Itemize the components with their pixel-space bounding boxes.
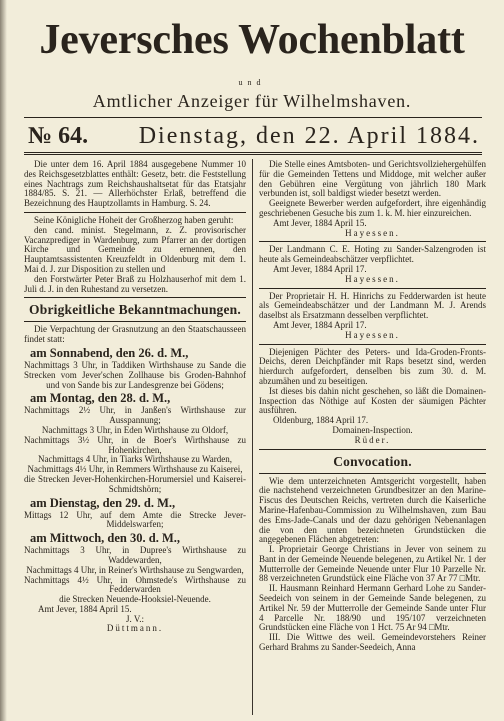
separator-rule — [24, 297, 246, 298]
column-divider — [252, 159, 253, 715]
separator-rule — [24, 321, 246, 322]
notice-paragraph: Diejenigen Pächter des Peters- und Ida-Groden-Fronts-Deichs, deren Deichpfänder mit Raps besetzt sind, werden hierdurch aufgefordert, denselben bis zum 30. d. M. abzumähen und zu beseitigen. — [259, 346, 486, 386]
grand-duke-intro: Seine Königliche Hoheit der Großherzog haben geruht: — [34, 214, 234, 225]
notice — [259, 292, 486, 341]
right-column — [259, 160, 486, 715]
left-column — [24, 160, 246, 715]
notice-paragraph: Die Stelle eines Amtsboten- und Gerichtsvollziehergehülfen für die Gemeinden Tettens und Middoge, mit welcher außer den Gebühren eine Vergütung von jährlich 180 Mark verbunden ist, soll baldigst wieder besetzt werden. — [259, 160, 486, 199]
separator-rule — [24, 212, 246, 213]
notice-paragraph: Ist dieses bis dahin nicht geschehen, so läßt die Domainen-Inspection das Nöthige auf Kosten der säumigen Pächter ausführen. — [259, 385, 486, 416]
notice — [259, 348, 486, 446]
notice-signer: Hayessen. — [345, 329, 400, 340]
schedule-date: am Montag, den 28. d. M., — [30, 391, 171, 406]
closing-place-date: Amt Jever, 1884 April 15. — [38, 603, 132, 614]
issue-line — [28, 121, 480, 151]
grand-duke-paragraph: den cand. minist. Stegelmann, z. Z. provisorischer Vacanzprediger in Wardenburg, zum Pfarrer an der dortigen Kirche und Gemeinde zu ernennen, den Hauptamtsassistenten Kreuzfeldt in Oldenburg mit dem 1. Mai d. J. zur Disposition zu stellen und — [24, 224, 246, 274]
schedule-entry: die Strecken Neuende-Hooksiel-Neuende. — [59, 594, 211, 605]
masthead-title: Jeversches Wochenblatt — [39, 17, 465, 63]
issue-date: Dienstag, den 22. April 1884. — [138, 123, 480, 149]
notice-place-date: Amt Jever, 1884 April 17. — [273, 319, 367, 330]
separator-rule — [259, 344, 486, 345]
convocation-heading: Convocation. — [333, 453, 412, 469]
closing-signer: Düttmann. — [106, 623, 164, 634]
schedule-date: am Sonnabend, den 26. d. M., — [30, 345, 189, 360]
masthead-rule — [24, 117, 482, 118]
notice — [259, 245, 486, 284]
schedule-entry: Nachmittags 4 Uhr, in Reiner's Wirthshause zu Sengwarden, — [26, 564, 244, 575]
schedule-entry: Nachmittags 4 Uhr, in Tiarks Wirthshause zu Warden, — [38, 454, 232, 465]
schedule-date: am Dienstag, den 29. d. M., — [30, 495, 176, 510]
separator-rule — [259, 449, 486, 450]
convocation-item: I. Proprietair George Christians in Jever von seinem zu Bant in der Gemeinde Neuende belegenen, zu Artikel Nr. 1 der Mutterrolle der Gemeinde Neuende unter Flur 10 Parzelle Nr. 88 verzeichneten Grundstück eine Fläche von 37 Ar 77 □Mtr. — [259, 544, 486, 584]
schedule-entry: Nachmittags 3 Uhr, in Taddiken Wirthshause zu Sande die Strecken vom Jever'schen Zollhause bis Groden-Bahnhof und von Sande bis zur Landesgrenze bei Gödens; — [24, 359, 246, 390]
convocation-item: II. Hausmann Reinhard Hermann Gerhard Lohe zu Sander-Seedeich von seinem in der Gemeinde Sande belegenen, zu Artikel Nr. 59 der Mutterrolle der Gemeinde Sande unter Flur 4 Parcelle Nr. 188/90 und 195/107 verzeichneten Grundstücken eine Fläche von 1 Hct. 75 Ar 94 □Mtr. — [259, 583, 486, 633]
masthead-und: und — [238, 78, 266, 87]
convocation-intro: Wie dem unterzeichneten Amtsgericht vorgestellt, haben die nachstehend verzeichneten Grundbesitzer an den Marine-Fiscus des Deutschen Reichs, vertreten durch die Kaiserliche Marine-Hafenbau-Commission zu Wilhelmshaven, zum Bau des Ems-Jade-Canals und der dazu gehörigen Nebenanlagen die von den unten bezeichneten Grundstücken die angegebenen Flächen abgetreten: — [259, 475, 486, 545]
schedule-day — [24, 530, 246, 605]
notice-signer: Hayessen. — [345, 227, 400, 238]
notice-place-date: Amt Jever, 1884 April 15. — [273, 217, 367, 228]
notice-authority: Domainen-Inspection. — [332, 424, 413, 435]
schedule-entry: Nachmittags 2½ Uhr, in Janßen's Wirthshause zur Ausspannung; — [24, 405, 246, 426]
notice-signer: Hayessen. — [345, 273, 400, 284]
schedule-day — [24, 495, 246, 531]
schedule-entry: Nachmittags 3 Uhr, in Dupree's Wirthshause zu Waddewarden, — [24, 545, 246, 565]
schedule-day — [24, 390, 246, 494]
schedule-entry: Nachmittags 3½ Uhr, in de Boer's Wirthshause zu Hohenkirchen, — [24, 434, 246, 455]
notice-paragraph: Geeignete Bewerber werden aufgefordert, ihre eigenhändig geschriebenen Gesuche bis zum 1. k. M. hier einzureichen. — [259, 198, 486, 218]
convocation-item: III. Die Wittwe des weil. Gemeindevorstehers Reiner Gerhard Brahms zu Sander-Seedeich, Anna — [259, 632, 486, 653]
section-heading: Obrigkeitliche Bekanntmachungen. — [29, 302, 241, 318]
gazette-notice: Die unter dem 16. April 1884 ausgegebene Nummer 10 des Reichsgesetzblattes enthält: Gesetz, betr. die Feststellung eines Nachtrags zum Reichshaushaltsetat für das Etatsjahr 1884/85. S. 21. — Allerhöchster Erlaß, betreffend die Bezeichnung des Hauptzollamts in Hamburg. S. 24. — [24, 160, 246, 209]
notice-place-date: Oldenburg, 1884 April 17. — [273, 415, 369, 426]
notice-signer: Rüder. — [354, 434, 391, 445]
notice-place-date: Amt Jever, 1884 April 17. — [273, 263, 367, 274]
masthead-subtitle: Amtlicher Anzeiger für Wilhelmshaven. — [92, 91, 412, 111]
masthead-double-rule — [24, 152, 482, 155]
separator-rule — [259, 473, 486, 474]
convocation — [259, 453, 486, 653]
schedule-entry: Nachmittags 3 Uhr, in Eden Wirthshause zu Oldorf, — [41, 424, 229, 435]
schedule-entry: die Strecken Jever-Hohenkirchen-Horumersiel und Kaiserei-Schmidtshörn; — [24, 473, 246, 494]
schedule-entry: Mittags 12 Uhr, auf dem Amte die Strecke Jever-Middelswarfen; — [24, 509, 246, 530]
notice — [259, 160, 486, 238]
notice-paragraph: Der Landmann C. E. Hoting zu Sander-Salzengroden ist heute als Gemeindeabschätzer verpflichtet. — [259, 244, 486, 265]
schedule-entry: Nachmittags 4½ Uhr, in Ohmstede's Wirthshause zu Fedderwarden — [24, 574, 246, 595]
separator-rule — [259, 241, 486, 242]
schedule-entry: Nachmittags 4½ Uhr, in Remmers Wirthshause zu Kaiserei, — [27, 464, 243, 475]
notice-paragraph: Der Proprietair H. H. Hinrichs zu Fedderwarden ist heute als Gemeindeabschätzer und der Landmann M. J. Arends daselbst als Ersatzmann desselben verpflichtet. — [259, 290, 486, 321]
issue-number: № 64. — [28, 123, 89, 149]
grass-lease-intro: Die Verpachtung der Grasnutzung an den Staatschausseen findet statt: — [24, 324, 246, 345]
schedule-date: am Mittwoch, den 30. d. M., — [30, 531, 180, 546]
closing-for: J. V.: — [126, 613, 144, 624]
grand-duke-paragraph: den Forstwärter Peter Braß zu Holzhauserhof mit dem 1. Juli d. J. in den Ruhestand zu versetzen. — [24, 273, 246, 294]
schedule-day — [24, 345, 246, 390]
separator-rule — [259, 288, 486, 289]
